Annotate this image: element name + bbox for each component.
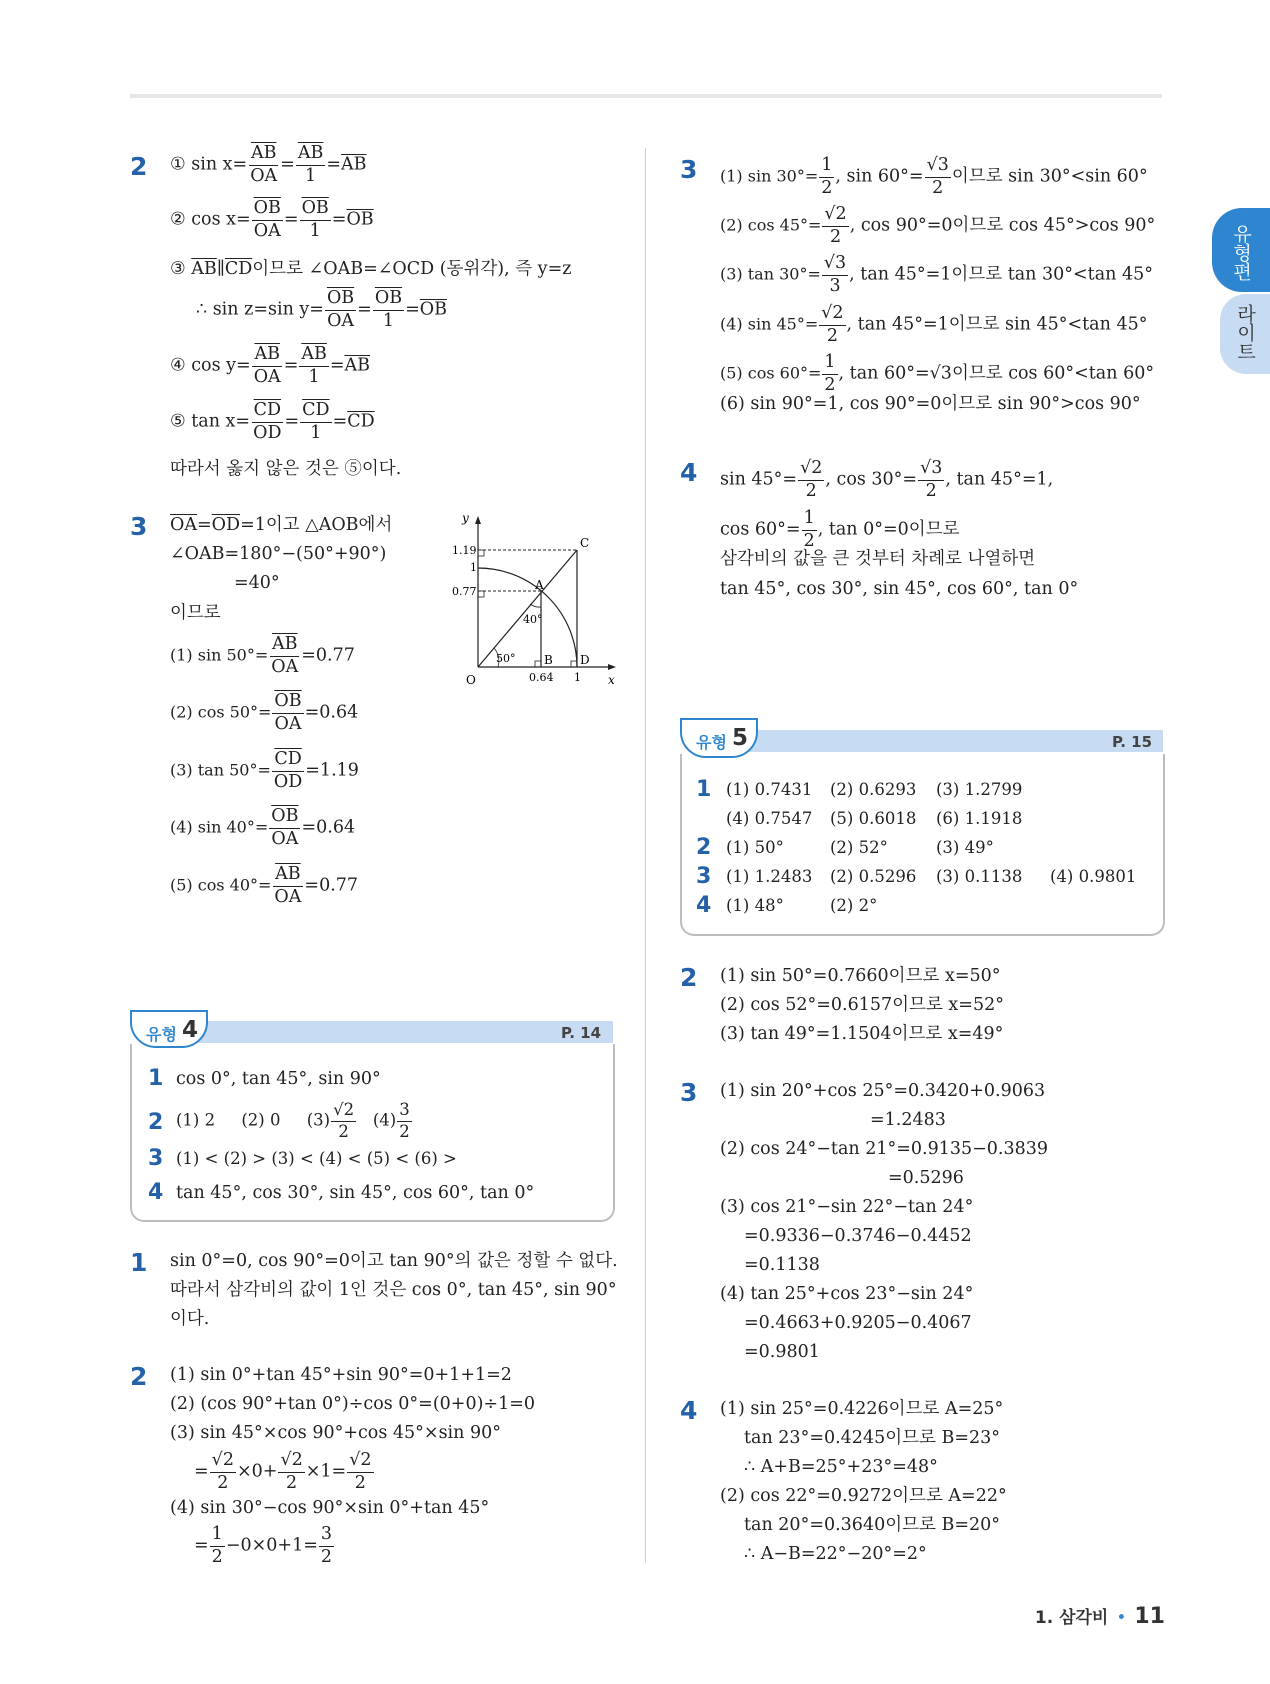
line-8: (4) tan 25°+cos 23°−sin 24° — [720, 1284, 974, 1304]
type-4-row-4: tan 45°, cos 30°, sin 45°, cos 60°, tan 0° — [176, 1183, 535, 1203]
top-rule — [130, 94, 1162, 98]
line-6: ∴ A−B=22°−20°=2° — [744, 1544, 927, 1564]
line-3: (3) sin 45°×cos 90°+cos 45°×sin 90° — [170, 1423, 501, 1443]
line-4: =0.5296 — [888, 1168, 964, 1188]
line-2: tan 23°=0.4245이므로 B=23° — [744, 1428, 1001, 1448]
line-1: sin 45°= $\frac{√2}{2}$ , cos 30°= $\frac{√3}{2}$ , tan 45°=1, — [720, 458, 1054, 501]
type-5-cell: (3) 1.2799 — [936, 780, 1023, 799]
type-4-row-3: (1) < (2) > (3) < (4) < (5) < (6) > — [176, 1149, 457, 1168]
line-1: (1) sin 0°+tan 45°+sin 90°=0+1+1=2 — [170, 1365, 512, 1385]
page-number: 11 — [1134, 1604, 1165, 1629]
angle-40-label: 40° — [523, 613, 543, 626]
tick-077: 0.77 — [452, 585, 477, 598]
type-5-cell: (4) 0.7547 — [726, 809, 813, 828]
row-number: 3 — [148, 1146, 164, 1171]
line-6: (6) sin 90°=1, cos 90°=0이므로 sin 90°>cos 90° — [720, 394, 1141, 414]
line-2: ② cos x= $\frac{\overline{OB}}{OA}$ = $\frac{\overline{OB}}{1}$ $=\overline{OB}$ — [170, 198, 374, 241]
line-7: =0.1138 — [744, 1255, 820, 1275]
line-3: ∴ A+B=25°+23°=48° — [744, 1457, 938, 1477]
line-1: (1) sin 25°=0.4226이므로 A=25° — [720, 1399, 1004, 1419]
right-angle-2 — [478, 591, 484, 597]
line-3: =40° — [234, 573, 280, 593]
line-4: (4) sin 45°= $\frac{√2}{2}$ , tan 45°=1이므로 sin 45°<tan 45° — [720, 303, 1148, 346]
item-4: (4) sin 40°= $\frac{\overline{OB}}{OA}$ =0.64 — [170, 806, 356, 849]
page-footer — [1035, 1603, 1165, 1629]
item-2: (2) cos 50°= $\frac{\overline{OB}}{OA}$ =0.64 — [170, 691, 359, 734]
type-5-cell: (1) 0.7431 — [726, 780, 813, 799]
type-5-cell: (6) 1.1918 — [936, 809, 1023, 828]
right-angle-4 — [571, 661, 577, 667]
row-number: 4 — [696, 893, 712, 918]
angle-50-label: 50° — [496, 652, 516, 665]
line-3: (2) cos 24°−tan 21°=0.9135−0.3839 — [720, 1139, 1049, 1159]
type-5-cell: (3) 0.1138 — [936, 867, 1023, 886]
type-5-page-ref: P. 15 — [1112, 733, 1153, 751]
problem-number: 2 — [680, 963, 698, 992]
line-6: = $\frac{1}{2}$ −0×0+1= $\frac{3}{2}$ — [194, 1524, 333, 1567]
line-4: 이므로 — [170, 603, 221, 623]
line-3: ③ $\overline{AB}\parallel\overline{CD}$이므로 ∠OAB=∠OCD (동위각), 즉 y=z — [170, 259, 572, 279]
type-5-badge: 유형 5 — [680, 718, 758, 758]
item-1: (1) sin 50°= $\frac{\overline{AB}}{OA}$ =0.77 — [170, 634, 355, 677]
item-5: (5) cos 40°= $\frac{\overline{AB}}{OA}$ =0.77 — [170, 864, 359, 907]
point-a-label: A — [535, 578, 544, 592]
type-5-cell: (2) 52° — [830, 838, 888, 857]
line-2: cos 60°= $\frac{1}{2}$ , tan 0°=0이므로 — [720, 508, 960, 551]
line-6: ⑤ tan x= $\frac{\overline{CD}}{OD}$ = $\frac{\overline{CD}}{1}$ $=\overline{CD}$ — [170, 400, 375, 443]
row-number: 4 — [148, 1180, 164, 1205]
line-3: (3) tan 30°= $\frac{√3}{3}$ , tan 45°=1이므로 tan 30°<tan 45° — [720, 253, 1153, 296]
bullet-icon: • — [1116, 1608, 1127, 1628]
line-3: 삼각비의 값을 큰 것부터 차례로 나열하면 — [720, 549, 1036, 569]
side-tab-lower[interactable]: 라이트 — [1220, 294, 1270, 374]
right-angle-3 — [535, 661, 541, 667]
line-4: (2) cos 22°=0.9272이므로 A=22° — [720, 1486, 1007, 1506]
type-4-page-ref: P. 14 — [561, 1024, 602, 1042]
line-1: (1) sin 20°+cos 25°=0.3420+0.9063 — [720, 1081, 1046, 1101]
line-1: (1) sin 30°= $\frac{1}{2}$ , sin 60°= $\frac{√3}{2}$ 이므로 sin 30°<sin 60° — [720, 155, 1148, 198]
line-2: ∠OAB=180°−(50°+90°) — [170, 544, 387, 564]
line-5: ④ cos y= $\frac{\overline{AB}}{OA}$ = $\frac{\overline{AB}}{1}$ $=\overline{AB}$ — [170, 344, 371, 387]
item-3: (3) tan 50°= $\frac{\overline{CD}}{OD}$ =1.19 — [170, 749, 359, 792]
problem-number: 2 — [130, 1362, 148, 1391]
type-4-row-2: (1) 2 (2) 0 (3) $\frac{√2}{2}$ (4) $\frac{3}{2}$ — [176, 1100, 410, 1141]
line-4: tan 45°, cos 30°, sin 45°, cos 60°, tan 0° — [720, 579, 1079, 599]
line-5: (3) cos 21°−sin 22°−tan 24° — [720, 1197, 974, 1217]
type-5-cell: (2) 0.6293 — [830, 780, 917, 799]
type-5-cell: (2) 0.5296 — [830, 867, 917, 886]
type-4-row-1: cos 0°, tan 45°, sin 90° — [176, 1069, 381, 1089]
y-arrow-icon — [475, 516, 481, 524]
line-3: (3) tan 49°=1.1504이므로 x=49° — [720, 1024, 1004, 1044]
line-5: (4) sin 30°−cos 90°×sin 0°+tan 45° — [170, 1498, 490, 1518]
row-number: 2 — [696, 835, 712, 860]
side-tab[interactable] — [1212, 208, 1270, 376]
type-5-cell: (5) 0.6018 — [830, 809, 917, 828]
line-9: =0.4663+0.9205−0.4067 — [744, 1313, 972, 1333]
row-number: 1 — [148, 1066, 164, 1091]
problem-number: 3 — [130, 512, 148, 541]
type-4-header-bar — [185, 1021, 613, 1043]
line-3: 이다. — [170, 1309, 210, 1329]
x-label: x — [608, 673, 615, 687]
problem-number: 4 — [680, 458, 698, 487]
column-divider — [645, 148, 646, 1563]
type-5-cell: (4) 0.9801 — [1050, 867, 1137, 886]
chapter-title: 1. 삼각비 — [1034, 1608, 1109, 1628]
line-2: (2) cos 52°=0.6157이므로 x=52° — [720, 995, 1004, 1015]
line-1: (1) sin 50°=0.7660이므로 x=50° — [720, 966, 1001, 986]
line-2: =1.2483 — [870, 1110, 946, 1130]
type-5-header-bar — [735, 730, 1163, 752]
line-6: =0.9336−0.3746−0.4452 — [744, 1226, 972, 1246]
line-5: tan 20°=0.3640이므로 B=20° — [744, 1515, 1001, 1535]
type-5-cell: (1) 50° — [726, 838, 784, 857]
line-10: =0.9801 — [744, 1342, 820, 1362]
line-1: sin 0°=0, cos 90°=0이고 tan 90°의 값은 정할 수 없다. — [170, 1251, 618, 1271]
row-number: 2 — [148, 1110, 164, 1135]
problem-number: 3 — [680, 1078, 698, 1107]
tick-1-y: 1 — [470, 561, 477, 574]
y-label: y — [462, 511, 469, 525]
type-5-cell: (1) 1.2483 — [726, 867, 813, 886]
line-4: = $\frac{√2}{2}$ ×0+ $\frac{√2}{2}$ ×1= $\frac{√2}{2}$ — [194, 1450, 372, 1493]
type-5-cell: (2) 2° — [830, 896, 878, 915]
problem-number: 2 — [130, 152, 148, 181]
point-d-label: D — [580, 653, 590, 667]
right-angle-1 — [478, 550, 484, 556]
line-7: 따라서 옳지 않은 것은 ⑤이다. — [170, 459, 402, 479]
problem-number: 3 — [680, 155, 698, 184]
line-oc — [478, 550, 577, 667]
row-number: 3 — [696, 864, 712, 889]
row-number: 1 — [696, 777, 712, 802]
line-2: (2) (cos 90°+tan 0°)÷cos 0°=(0+0)÷1=0 — [170, 1394, 536, 1414]
line-2: 따라서 삼각비의 값이 1인 것은 cos 0°, tan 45°, sin 90° — [170, 1280, 617, 1300]
problem-number: 4 — [680, 1396, 698, 1425]
line-1: $\overline{OA}=\overline{OD}=1$이고 △AOB에서 — [170, 515, 393, 535]
line-4: ∴ sin z=sin y= $\frac{\overline{OB}}{OA}$ = $\frac{\overline{OB}}{1}$ $=\overline{OB}$ — [196, 288, 447, 331]
x-arrow-icon — [608, 664, 616, 670]
problem-number: 1 — [130, 1248, 148, 1277]
tick-064: 0.64 — [529, 671, 554, 684]
unit-circle-figure — [440, 510, 620, 690]
origin-label: O — [466, 673, 476, 687]
type-5-cell: (1) 48° — [726, 896, 784, 915]
type-5-cell: (3) 49° — [936, 838, 994, 857]
tick-119: 1.19 — [452, 544, 477, 557]
side-tab-upper[interactable]: 유형편 — [1212, 208, 1270, 292]
line-5: (5) cos 60°= $\frac{1}{2}$ , tan 60°=√3이므로 cos 60°<tan 60° — [720, 352, 1155, 395]
line-1: ① sin x= $\frac{\overline{AB}}{OA}$ = $\frac{\overline{AB}}{1}$ $=\overline{AB}$ — [170, 143, 367, 186]
tick-1-x: 1 — [574, 671, 581, 684]
line-2: (2) cos 45°= $\frac{√2}{2}$ , cos 90°=0이므로 cos 45°>cos 90° — [720, 204, 1156, 247]
point-c-label: C — [580, 536, 590, 550]
type-4-badge: 유형 4 — [130, 1010, 208, 1048]
point-b-label: B — [544, 653, 553, 667]
